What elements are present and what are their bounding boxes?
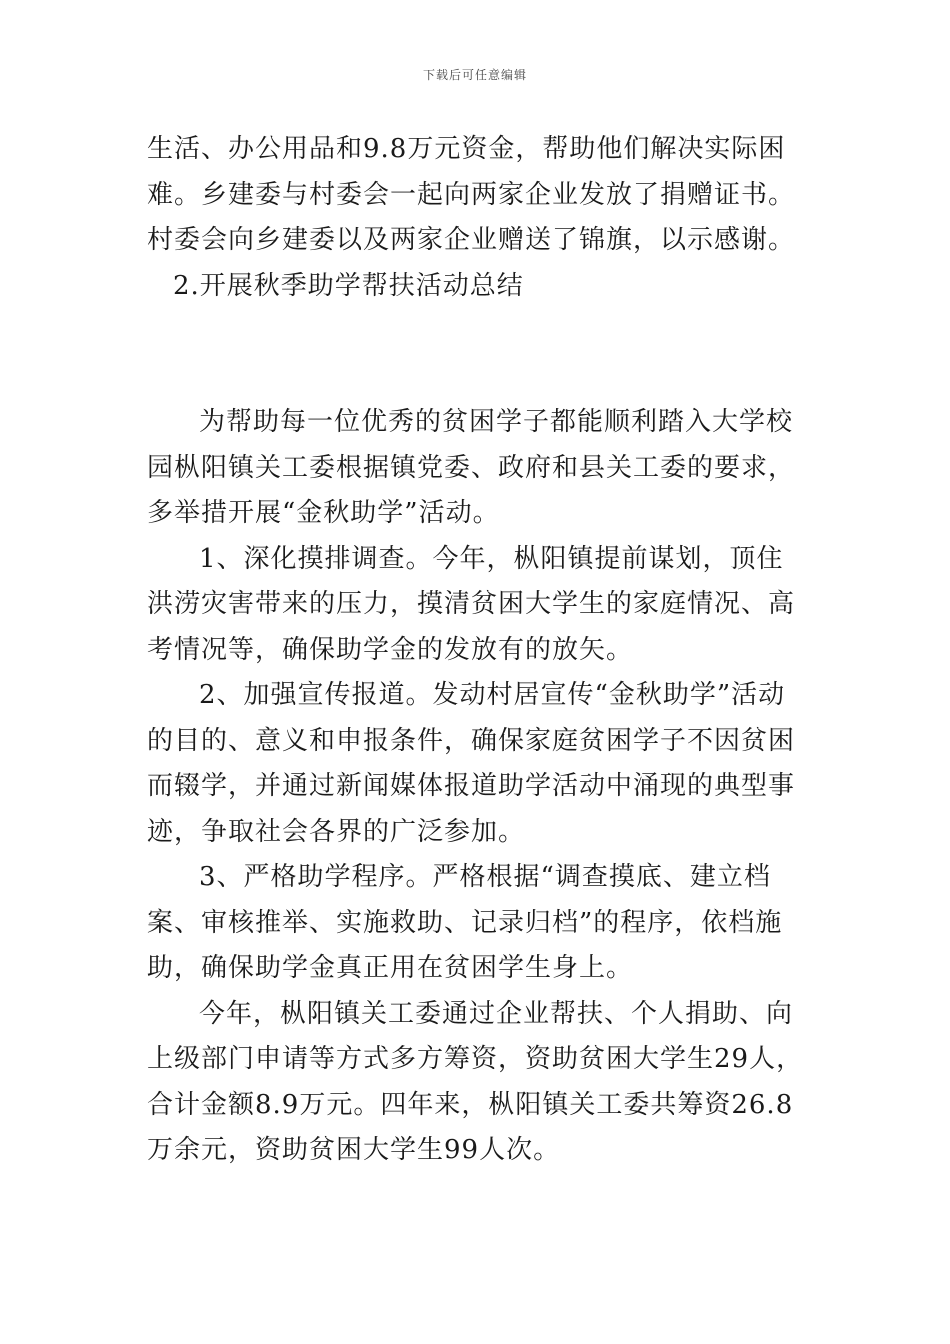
document-body <box>147 127 807 1174</box>
paragraph-spacer <box>147 309 807 400</box>
body-paragraph-2: 1、深化摸排调查。今年，枞阳镇提前谋划，顶住洪涝灾害带来的压力，摸清贫困大学生的家庭情况、高考情况等，确保助学金的发放有的放矢。 <box>147 543 796 665</box>
body-paragraph-3: 2、加强宣传报道。发动村居宣传“金秋助学”活动的目的、意义和申报条件，确保家庭贫困学子不因贫困而辍学，并通过新闻媒体报道助学活动中涌现的典型事迹，争取社会各界的广泛参加。 <box>147 680 796 847</box>
intro-paragraph: 生活、办公用品和9.8万元资金，帮助他们解决实际困难。乡建委与村委会一起向两家企业发放了捐赠证书。村委会向乡建委以及两家企业赠送了锦旗，以示感谢。 <box>147 134 796 255</box>
page-header-note: 下载后可任意编辑 <box>422 68 527 82</box>
body-paragraph-5: 今年，枞阳镇关工委通过企业帮扶、个人捐助、向上级部门申请等方式多方筹资，资助贫困大学生29人，合计金额8.9万元。四年来，枞阳镇关工委共筹资26.8万余元，资助贫困大学生99人次。 <box>147 998 804 1165</box>
section-title: 2.开展秋季助学帮扶活动总结 <box>173 270 524 301</box>
body-paragraph-1: 为帮助每一位优秀的贫困学子都能顺利踏入大学校园枞阳镇关工委根据镇党委、政府和县关工委的要求，多举措开展“金秋助学”活动。 <box>147 407 796 528</box>
body-paragraph-4: 3、严格助学程序。严格根据“调查摸底、建立档案、审核推举、实施救助、记录归档”的程序，依档施助，确保助学金真正用在贫困学生身上。 <box>147 862 783 983</box>
